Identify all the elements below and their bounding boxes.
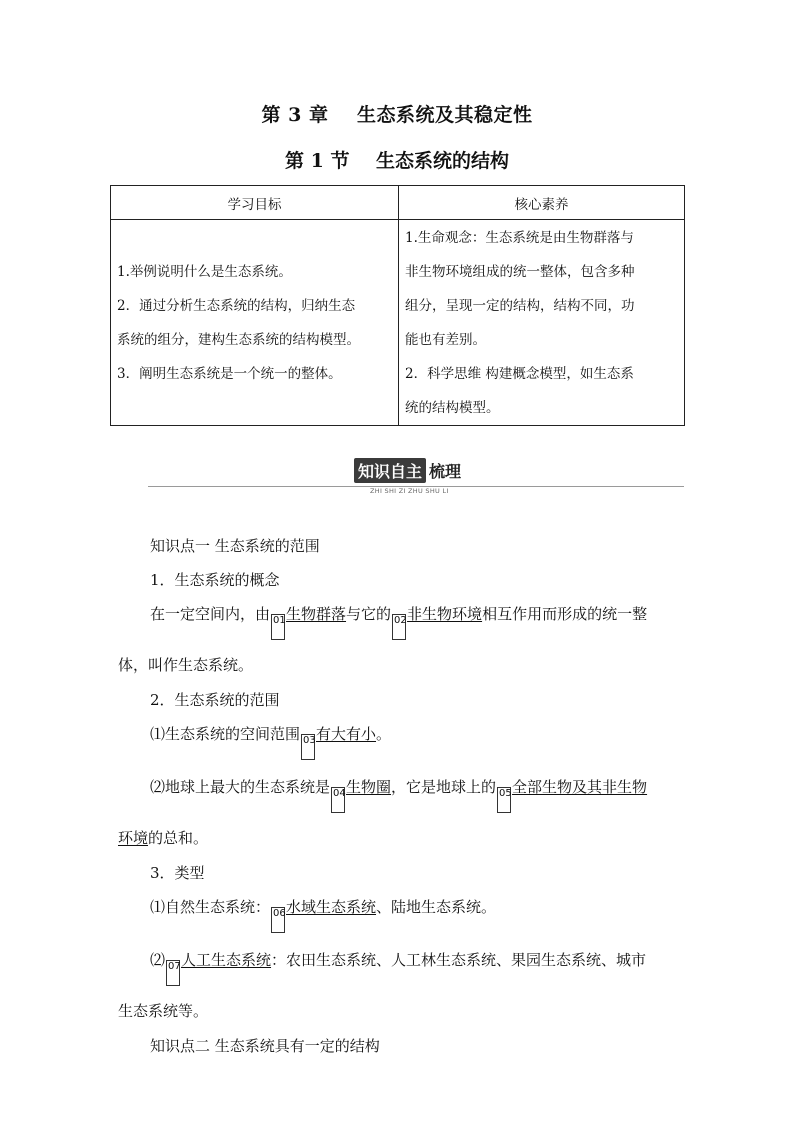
core-literacy-cell	[399, 220, 685, 426]
literacy-line: 能也有差别。	[405, 331, 486, 348]
literacy-line: 1.生命观念：生态系统是由生物群落与	[405, 229, 634, 246]
subsection-heading: 1．生态系统的概念	[150, 571, 280, 589]
text-span: 相互作用而形成的统一整	[482, 605, 648, 623]
answer-blank: 水域生态系统	[286, 898, 377, 916]
answer-blank: 生物群落	[286, 605, 347, 623]
text-span: ⑴生态系统的空间范围	[150, 725, 301, 743]
answer-number-box: 06	[271, 907, 285, 933]
section-banner	[148, 456, 684, 495]
goal-line: 3．阐明生态系统是一个统一的整体。	[117, 365, 342, 382]
header-learning-goals: 学习目标	[111, 186, 399, 220]
header-core-literacy: 核心素养	[399, 186, 685, 220]
answer-blank: 有大有小	[316, 725, 377, 743]
knowledge-point-heading: 知识点一 生态系统的范围	[150, 537, 320, 555]
paragraph-line	[118, 776, 680, 813]
banner-logo	[354, 459, 461, 481]
goal-line: 系统的组分，建构生态系统的结构模型。	[117, 331, 360, 348]
content-body	[118, 535, 680, 1056]
banner-rest-text: 梳理	[429, 461, 462, 481]
literacy-line: 非生物环境组成的统一整体，包含多种	[405, 263, 635, 280]
paragraph-line	[118, 603, 680, 640]
answer-number-box: 05	[497, 787, 511, 813]
text-span: 的总和。	[148, 829, 209, 847]
chapter-title: 第 3 章 生态系统及其稳定性	[261, 104, 533, 126]
text-span: 。	[376, 725, 392, 743]
answer-number-box: 03	[301, 734, 315, 760]
goal-line: 1.举例说明什么是生态系统。	[117, 263, 292, 280]
paragraph-line: 生态系统等。	[118, 1002, 209, 1020]
answer-blank: 全部生物及其非生物	[512, 778, 648, 796]
answer-blank: 非生物环境	[407, 605, 483, 623]
literacy-line: 组分，呈现一定的结构，结构不同，功	[405, 297, 635, 314]
learning-goals-cell	[111, 220, 399, 426]
goals-table-body-row	[111, 220, 685, 426]
answer-blank: 环境	[118, 829, 149, 847]
paragraph-line	[118, 896, 680, 933]
goal-line: 2．通过分析生态系统的结构，归纳生态	[117, 297, 356, 314]
answer-number-box: 04	[331, 787, 345, 813]
text-span: ⑵地球上最大的生态系统是	[150, 778, 331, 796]
knowledge-point-heading: 知识点二 生态系统具有一定的结构	[150, 1037, 380, 1055]
text-span: 与它的	[346, 605, 392, 623]
paragraph-line	[118, 723, 680, 760]
text-span: ⑴自然生态系统：	[150, 898, 271, 916]
text-span: ：农田生态系统、人工林生态系统、果园生态系统、城市	[271, 951, 647, 969]
text-span: ，它是地球上的	[391, 778, 497, 796]
banner-highlight-text: 知识自主	[354, 458, 426, 483]
goals-table-header-row	[111, 186, 685, 220]
subsection-heading: 3．类型	[150, 864, 205, 882]
paragraph-line	[118, 827, 680, 848]
answer-number-box: 01	[271, 614, 285, 640]
text-span: 在一定空间内，由	[150, 605, 271, 623]
text-span: ⑵	[150, 951, 166, 969]
banner-pinyin: ZHI SHI ZI ZHU SHU LI	[366, 487, 453, 495]
literacy-line: 2．科学思维 构建概念模型，如生态系	[405, 365, 634, 382]
section-title: 第 1 节 生态系统的结构	[285, 150, 509, 172]
goals-table	[110, 185, 685, 426]
answer-number-box: 02	[392, 614, 406, 640]
answer-number-box: 07	[166, 960, 180, 986]
text-span: 、陆地生态系统。	[376, 898, 497, 916]
paragraph-line: 体，叫作生态系统。	[118, 656, 254, 674]
subsection-heading: 2．生态系统的范围	[150, 691, 280, 709]
paragraph-line	[118, 949, 680, 986]
answer-blank: 人工生态系统	[181, 951, 272, 969]
answer-blank: 生物圈	[346, 778, 392, 796]
literacy-line: 统的结构模型。	[405, 399, 500, 416]
